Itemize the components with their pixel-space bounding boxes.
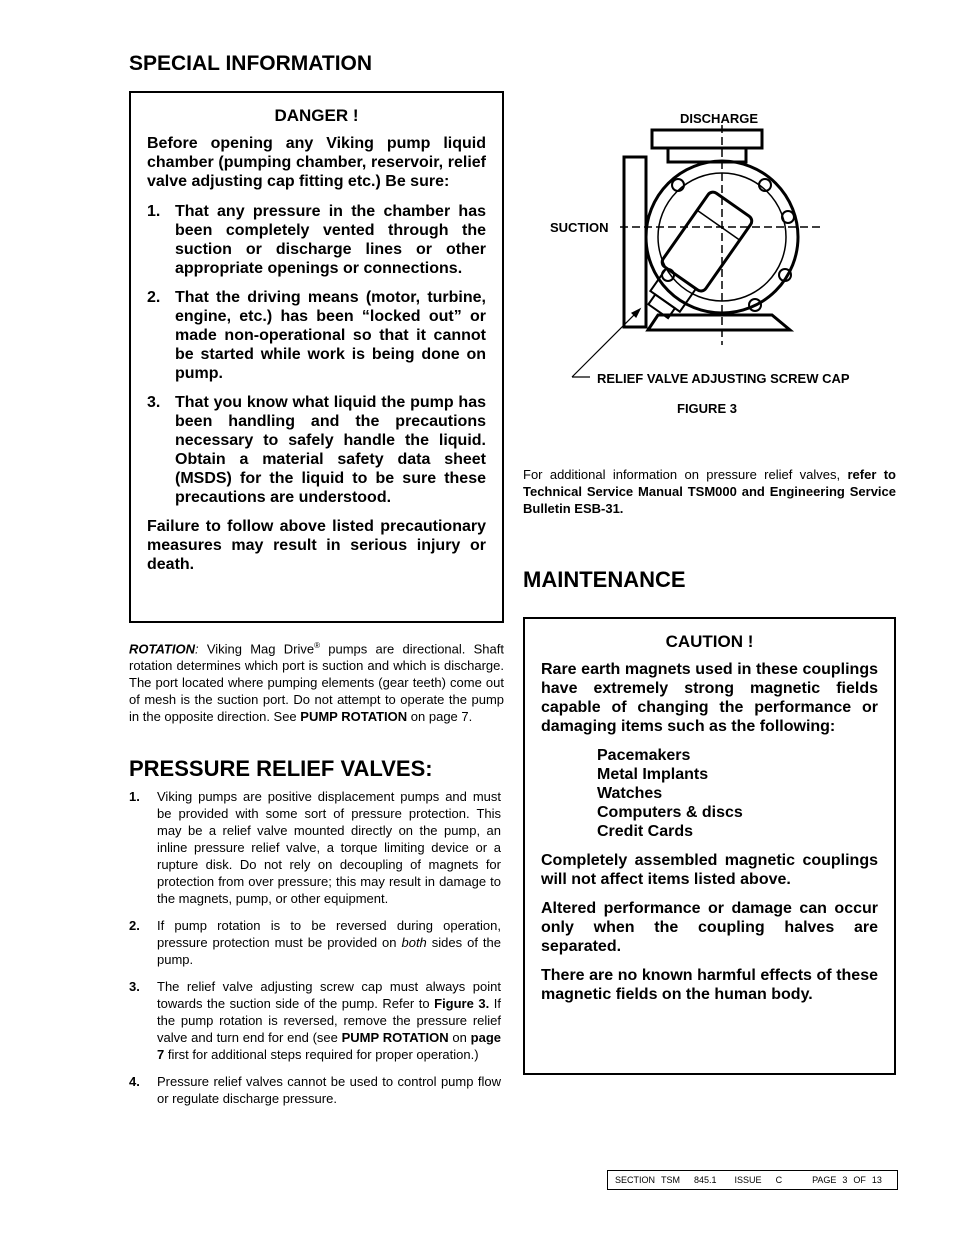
prv-text: If pump rotation is to be reversed during operation, pressure protection must be provided on bbox=[157, 918, 501, 950]
caution-title: CAUTION ! bbox=[665, 632, 754, 651]
prv-item-3 bbox=[129, 978, 501, 1063]
danger-item-text: That you know what liquid the pump has been handling and the precautions necessary to safely handle the liquid. Obtain a material safety data sheet (MSDS) for the liquid to be sure these precautions are understood. bbox=[175, 394, 486, 506]
prv-list bbox=[129, 788, 501, 1117]
page-footer bbox=[607, 1170, 898, 1190]
prv-num: 2. bbox=[129, 918, 140, 933]
danger-list bbox=[147, 202, 486, 507]
figure-ref: Figure 3. bbox=[434, 996, 490, 1011]
figure-caption: FIGURE 3 bbox=[677, 401, 737, 416]
page-ref: page 7 bbox=[157, 1030, 502, 1062]
danger-item-text: That the driving means (motor, turbine, engine, etc.) has been “locked out” or made non-operational so that it cannot be started while work is being done on pump. bbox=[175, 289, 486, 382]
rotation-paragraph bbox=[129, 637, 504, 725]
footer-issue-label: ISSUE bbox=[734, 1175, 762, 1185]
rotation-label: ROTATION bbox=[129, 641, 195, 657]
prv-num: 1. bbox=[129, 789, 140, 804]
discharge-flange bbox=[652, 130, 762, 148]
footer-number: 845.1 bbox=[694, 1175, 717, 1185]
rotation-text-b: pumps are directional. Shaft rotation determines which port is suction and which is discharge. The port located where pumping elements (gear teeth) come out of mesh is the suction port. Do not attempt to operate the pump in the opposite direction. See bbox=[129, 641, 504, 725]
footer-page-label: PAGE bbox=[812, 1175, 837, 1185]
footer-page: 3 bbox=[842, 1175, 848, 1185]
prv-text: Viking pumps are positive displacement pumps and must be provided with some sort of pressure protection. This may be a relief valve mounted directly on the pump, an inline pressure relief valve, a torque limiting device or a rupture disk. Do not rely on decoupling of magnets for protection from over pressure; this may result in damage to the magnets, pump, or other equipment. bbox=[157, 789, 501, 906]
caution-item: Watches bbox=[597, 785, 663, 802]
relief-label: RELIEF VALVE ADJUSTING SCREW CAP bbox=[597, 371, 850, 386]
danger-item bbox=[147, 393, 486, 507]
footer-issue: C bbox=[775, 1175, 783, 1185]
pressure-relief-heading: PRESSURE RELIEF VALVES: bbox=[129, 756, 433, 781]
maintenance-heading: MAINTENANCE bbox=[523, 567, 686, 592]
info-paragraph bbox=[523, 466, 896, 517]
info-ref: refer to Technical Service Manual TSM000 and Engineering Service Bulletin ESB-31. bbox=[523, 467, 896, 516]
footer-total: 13 bbox=[871, 1175, 882, 1185]
caution-para-2: Altered performance or damage can occur only when the coupling halves are separated. bbox=[541, 900, 878, 955]
caution-intro: Rare earth magnets used in these couplings have extremely strong magnetic fields capable of changing the performance or damaging items such as the following: bbox=[541, 661, 878, 735]
suction-flange bbox=[624, 157, 646, 327]
rotation-text-c: on page 7. bbox=[407, 709, 473, 725]
pump-diagram bbox=[560, 125, 820, 385]
info-text: For additional information on pressure relief valves, bbox=[523, 467, 848, 482]
danger-item-text: That any pressure in the chamber has been completely vented through the suction or discharge lines or other appropriate openings or connections. bbox=[175, 203, 486, 277]
prv-text: If the pump rotation is reversed, remove the pressure relief valve and turn end for end (see bbox=[157, 996, 501, 1045]
danger-item-num: 3. bbox=[147, 394, 161, 411]
caution-box bbox=[523, 617, 896, 1075]
prv-text: sides of the pump. bbox=[157, 935, 501, 967]
prv-item-1 bbox=[129, 788, 501, 907]
suction-label: SUCTION bbox=[550, 220, 609, 235]
prv-item-2 bbox=[129, 917, 501, 968]
danger-title: DANGER ! bbox=[274, 106, 359, 125]
caution-para-1: Completely assembled magnetic couplings will not affect items listed above. bbox=[541, 852, 878, 888]
caution-para-3: There are no known harmful effects of these magnetic fields on the human body. bbox=[541, 967, 878, 1003]
pump-rotation-ref: PUMP ROTATION bbox=[341, 1030, 449, 1045]
footer-section-label: SECTION bbox=[615, 1175, 656, 1185]
rotation-text-a: Viking Mag Drive bbox=[198, 641, 315, 657]
danger-item bbox=[147, 202, 486, 278]
prv-text: Pressure relief valves cannot be used to control pump flow or regulate discharge pressure. bbox=[157, 1074, 501, 1106]
prv-num: 3. bbox=[129, 979, 140, 994]
footer-of-label: OF bbox=[853, 1175, 866, 1185]
prv-item-4 bbox=[129, 1073, 501, 1107]
registered-mark: ® bbox=[314, 641, 320, 650]
prv-text: first for additional steps required for proper operation.) bbox=[164, 1047, 479, 1062]
danger-footer: Failure to follow above listed precautionary measures may result in serious injury or death. bbox=[147, 518, 486, 573]
caution-item: Metal Implants bbox=[597, 766, 709, 783]
danger-item-num: 1. bbox=[147, 203, 161, 220]
rotation-ref: PUMP ROTATION bbox=[300, 709, 408, 725]
danger-item-num: 2. bbox=[147, 289, 161, 306]
danger-item bbox=[147, 288, 486, 383]
prv-text: The relief valve adjusting screw cap must always point towards the suction side of the pump. Refer to bbox=[157, 979, 501, 1011]
special-information-heading: SPECIAL INFORMATION bbox=[129, 52, 373, 75]
discharge-label: DISCHARGE bbox=[680, 111, 759, 126]
caution-item: Pacemakers bbox=[597, 747, 691, 764]
prv-text: on bbox=[448, 1030, 471, 1045]
prv-emphasis: both bbox=[401, 935, 427, 950]
prv-num: 4. bbox=[129, 1074, 140, 1089]
danger-intro: Before opening any Viking pump liquid chamber (pumping chamber, reservoir, relief valve adjusting cap fitting etc.) Be sure: bbox=[147, 135, 486, 190]
caution-item: Computers & discs bbox=[597, 804, 743, 821]
caution-item: Credit Cards bbox=[597, 823, 694, 840]
caution-list bbox=[541, 746, 878, 841]
footer-tsm: TSM bbox=[661, 1175, 681, 1185]
danger-box bbox=[129, 91, 504, 623]
rotation-colon: : bbox=[194, 641, 199, 657]
